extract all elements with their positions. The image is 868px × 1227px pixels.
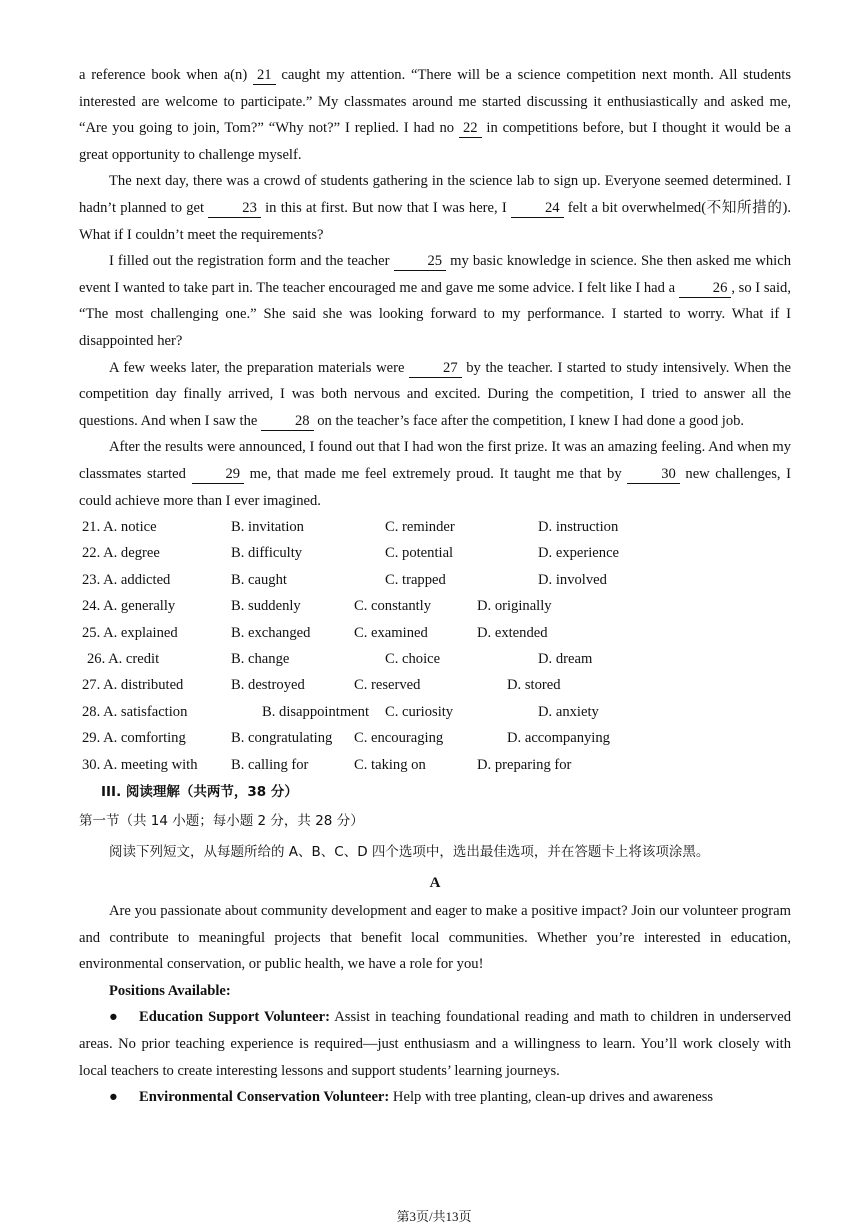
section-part-title: 第一节（共 14 小题；每小题 2 分，共 28 分） [79,813,364,829]
option-d: D. extended [477,624,548,641]
option-a: 29. A. comforting [82,730,186,747]
blank-24: 24 [511,199,564,218]
section-title: III. 阅读理解（共两节，38 分） [101,784,298,800]
option-b: B. calling for [231,756,309,773]
option-d: D. preparing for [477,756,572,773]
option-a: 25. A. explained [82,624,178,641]
option-a: 24. A. generally [82,598,176,615]
option-d: D. anxiety [538,703,599,720]
option-a: 27. A. distributed [82,677,184,694]
options-list [79,514,791,778]
blank-22: 22 [459,119,482,138]
position-item [79,1004,791,1084]
option-b: B. caught [231,571,287,588]
option-d: D. accompanying [507,730,610,747]
option-c: C. reminder [385,519,455,536]
story-paragraph-4: A few weeks later, the preparation materials were 27 by the teacher. I started to study intensively. When the competition day finally arrived, I was both nervous and excited. During the competition, I tried to answer all the questions. And when I saw the 28 on the teacher’s face after the competition, I knew I had done a good job. [79,359,791,429]
option-d: D. involved [538,571,607,588]
option-row-29 [79,725,791,751]
option-row-21 [79,514,791,540]
position-title: Environmental Conservation Volunteer: [139,1089,390,1106]
option-a: 26. A. credit [87,651,160,668]
section-instruction: 阅读下列短文，从每题所给的 A、B、C、D 四个选项中，选出最佳选项，并在答题卡上将该项涂黑。 [109,844,710,860]
positions-heading: Positions Available: [109,982,231,999]
bullet-icon: ● [109,1089,118,1106]
option-b: B. disappointment [262,703,370,720]
blank-27: 27 [409,359,462,378]
page-number: 第3页/共13页 [396,1209,472,1224]
option-row-23 [79,567,791,593]
story-paragraph-3: I filled out the registration form and the teacher 25 my basic knowledge in science. She then asked me which event I wanted to take part in. The teacher encouraged me and gave me some advice. I felt like I had a 26 , so I said, “The most challenging one.” She said she was looking forward to my performance. I started to worry. What if I disappointed her? [79,253,791,349]
passage-intro: Are you passionate about community development and eager to make a positive impact? Join our volunteer program and contribute to meaningful projects that benefit local communities. Whether you’re interested in education, environmental conservation, or public health, we have a role for you! [79,903,791,973]
option-b: B. difficulty [231,545,303,562]
blank-25: 25 [394,252,447,271]
blank-30: 30 [627,465,680,484]
option-row-22 [79,540,791,566]
option-row-24 [79,593,791,619]
blank-26: 26 [679,279,732,298]
option-b: B. exchanged [231,624,311,641]
option-a: 23. A. addicted [82,571,171,588]
option-b: B. suddenly [231,598,301,615]
page-content [79,62,791,1111]
option-d: D. originally [477,598,552,615]
option-c: C. curiosity [385,703,454,720]
option-d: D. experience [538,545,620,562]
story-paragraph-2: The next day, there was a crowd of students gathering in the science lab to sign up. Everyone seemed determined. I hadn’t planned to get 23 in this at first. But now that I was here, I 24 felt a bit overwhelmed(不知所措的). What if I couldn’t meet the requirements? [79,173,792,243]
option-b: B. congratulating [231,730,333,747]
option-c: C. trapped [385,571,446,588]
option-a: 30. A. meeting with [82,756,198,773]
option-d: D. instruction [538,519,619,536]
bullet-icon: ● [109,1009,118,1026]
option-c: C. reserved [354,677,421,694]
blank-29: 29 [192,465,245,484]
option-a: 28. A. satisfaction [82,703,188,720]
blank-28: 28 [261,412,314,431]
position-description: Help with tree planting, clean-up drives and awareness [389,1089,714,1106]
option-row-25 [79,620,791,646]
option-c: C. potential [385,545,454,562]
option-c: C. constantly [354,598,432,615]
option-row-28 [79,699,791,725]
passage-letter: A [429,875,441,891]
option-c: C. choice [385,651,441,668]
position-item [79,1084,791,1111]
blank-21: 21 [253,66,276,85]
option-d: D. dream [538,651,593,668]
option-a: 21. A. notice [82,519,157,536]
option-c: C. taking on [354,756,426,773]
position-description: Assist in teaching foundational reading and math to children in underserved areas. No prior teaching experience is required—just enthusiasm and a willingness to learn. You’ll work closely with local teachers to create interesting lessons and support students’ learning journeys. [79,1009,791,1079]
option-d: D. stored [507,677,561,694]
option-c: C. examined [354,624,428,641]
option-row-26 [79,646,791,672]
option-b: B. destroyed [231,677,305,694]
option-b: B. invitation [231,519,304,536]
option-c: C. encouraging [354,730,444,747]
option-row-30 [79,752,791,778]
story-paragraph-1: a reference book when a(n) 21 caught my attention. “There will be a science competition next month. All students interested are welcome to participate.” My classmates around me started discussing it enthusiastically and asked me, “Are you going to join, Tom?” “Why not?” I replied. I had no 22 in competitions before, but I thought it would be a great opportunity to challenge myself. [79,67,791,163]
option-row-27 [79,672,791,698]
blank-23: 23 [208,199,261,218]
position-title: Education Support Volunteer: [139,1009,330,1026]
story-paragraph-5: After the results were announced, I found out that I had won the first prize. It was an amazing feeling. And when my classmates started 29 me, that made me feel extremely proud. It taught me that by 30 new challenges, I could achieve more than I ever imagined. [79,439,792,509]
option-b: B. change [231,651,290,668]
option-a: 22. A. degree [82,545,160,562]
